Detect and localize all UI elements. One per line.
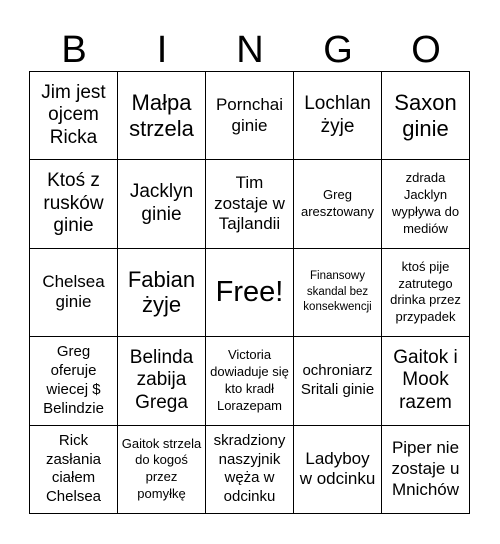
bingo-cell-r5-c5[interactable] [382,426,470,514]
bingo-cell-r4-c1[interactable] [30,337,118,425]
bingo-cell-r3-c4[interactable] [294,249,382,337]
bingo-cell-r4-c4[interactable] [294,337,382,425]
bingo-cell-text: Greg oferuje wiecej $ Belindzie [43,343,104,417]
bingo-cell-text: Fabian żyje [127,266,196,318]
bingo-cell-r2-c1[interactable] [30,160,118,248]
bingo-cell-text: skradziony naszyjnik węża w odcinku [213,431,286,506]
bingo-cell-text: Gaitok strzela do kogoś przez pomyłkę [121,435,202,502]
bingo-cell-text: ktoś pije zatrutego drinka przez przypadek [390,258,461,325]
header-letter-g: G [323,29,353,71]
bingo-cell-text: ochroniarz Sritali ginie [300,362,375,398]
header-letter-i: I [156,29,168,71]
bingo-cell-r5-c1[interactable] [30,426,118,514]
bingo-cell-r1-c2[interactable] [118,72,206,160]
bingo-cell-free[interactable] [206,249,294,337]
bingo-cell-r2-c5[interactable] [382,160,470,248]
bingo-cell-r3-c1[interactable] [30,249,118,337]
bingo-cell-r1-c3[interactable] [206,72,294,160]
bingo-cell-text: Ktoś z rusków ginie [43,169,104,237]
bingo-cell-text: Pornchai ginie [215,94,284,135]
bingo-cell-text: Tim zostaje w Tajlandii [214,172,285,234]
bingo-cell-text: zdrada Jacklyn wypływa do mediów [391,170,460,236]
bingo-cell-text: Piper nie zostaje u Mnichów [391,438,460,499]
bingo-cell-text: Ladyboy w odcinku [299,448,376,489]
bingo-cell-text: Rick zasłania ciałem Chelsea [45,431,102,506]
bingo-cell-text: Chelsea ginie [42,271,105,312]
bingo-cell-r1-c1[interactable] [30,72,118,160]
bingo-cell-r2-c2[interactable] [118,160,206,248]
bingo-grid [29,71,470,514]
bingo-cell-text: Jacklyn ginie [129,181,194,226]
header-letter-b: B [61,29,87,71]
bingo-cell-r4-c5[interactable] [382,337,470,425]
bingo-cell-r3-c2[interactable] [118,249,206,337]
bingo-cell-r2-c3[interactable] [206,160,294,248]
bingo-cell-text: Małpa strzela [129,89,194,141]
bingo-cell-text: Finansowy skandal bez konsekwencji [303,270,372,314]
bingo-cell-r5-c4[interactable] [294,426,382,514]
bingo-cell-text: Saxon ginie [394,89,457,141]
bingo-cell-r2-c4[interactable] [294,160,382,248]
bingo-cell-r4-c3[interactable] [206,337,294,425]
bingo-cell-text: Victoria dowiaduje się kto kradł Lorazepam [210,347,289,413]
bingo-cell-r4-c2[interactable] [118,337,206,425]
bingo-cell-r1-c5[interactable] [382,72,470,160]
bingo-cell-r5-c2[interactable] [118,426,206,514]
bingo-cell-r1-c4[interactable] [294,72,382,160]
bingo-cell-text: Belinda zabija Grega [129,346,194,414]
header-letter-o: O [411,29,441,71]
bingo-cell-r3-c5[interactable] [382,249,470,337]
free-space-text: Free! [215,275,284,308]
bingo-cell-text: Jim jest ojcem Ricka [41,81,106,149]
bingo-cell-text: Gaitok i Mook razem [393,346,458,414]
bingo-cell-r5-c3[interactable] [206,426,294,514]
bingo-header [30,28,470,72]
bingo-cell-text: Lochlan żyje [304,92,371,137]
header-letter-n: N [236,29,264,71]
bingo-cell-text: Greg aresztowany [301,187,374,220]
